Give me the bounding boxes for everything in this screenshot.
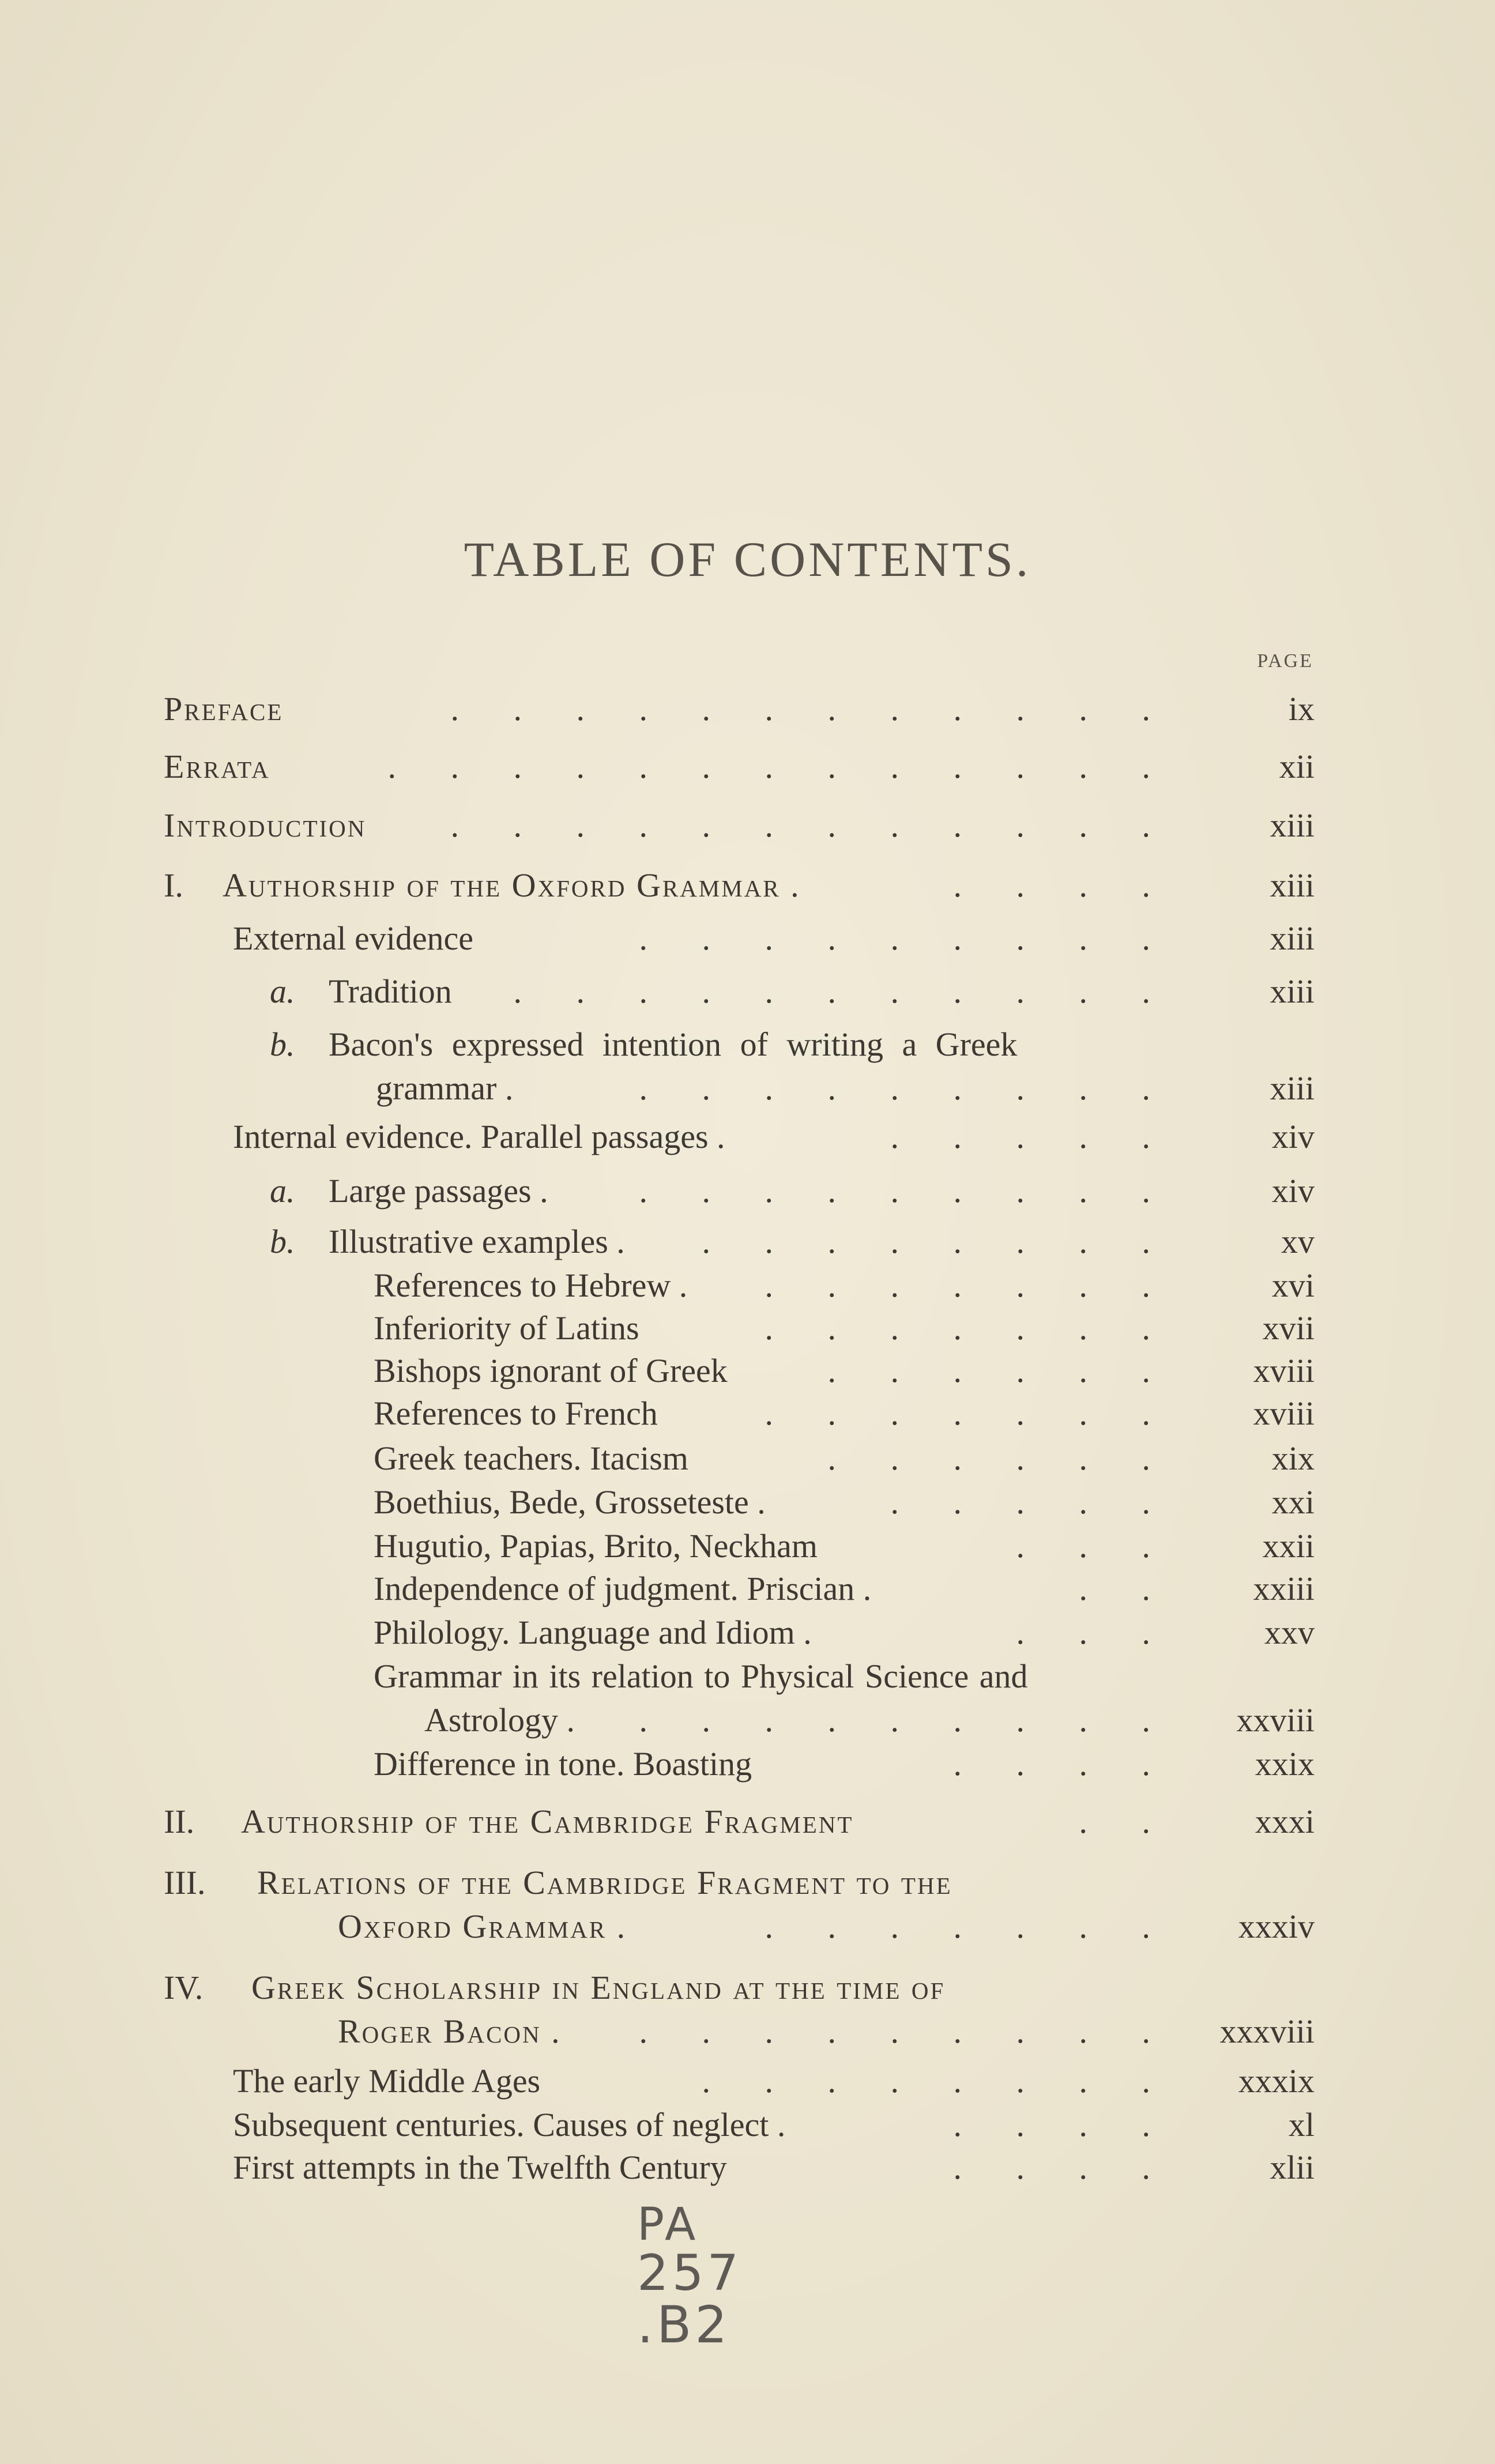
leader-dots: . . . . . . . . .: [639, 920, 1173, 957]
toc-entry-label: Subsequent centuries. Causes of neglect .: [233, 2106, 786, 2143]
toc-page-number: xlii: [1270, 2149, 1315, 2186]
toc-entry-greek-teachers[interactable]: [0, 1436, 1495, 1482]
toc-entry-label: Greek Scholarship in England at the time of: [251, 1969, 946, 2006]
leader-dots: . . . . . . . . .: [639, 1701, 1173, 1739]
leader-dots: . . . . . . . . . . . .: [450, 807, 1173, 844]
toc-entry-errata[interactable]: [0, 744, 1495, 790]
toc-entry-label: External evidence: [233, 920, 474, 957]
toc-entry-section-iv[interactable]: [0, 1965, 1495, 2011]
toc-page-number: xiii: [1270, 866, 1315, 904]
leader-dots: . . . . . . .: [765, 1395, 1173, 1432]
toc-entry-label: Introduction: [164, 807, 367, 844]
toc-entry-label: Authorship of the Oxford Grammar .: [223, 866, 801, 904]
toc-entry-roger-bacon[interactable]: [0, 2009, 1495, 2055]
leader-dots: . . . .: [953, 2106, 1173, 2143]
page-column-header: PAGE: [1257, 650, 1313, 672]
toc-page-number: xxix: [1255, 1745, 1315, 1783]
page-title: TABLE OF CONTENTS.: [464, 532, 1031, 587]
toc-entry-label: Boethius, Bede, Grosseteste .: [374, 1483, 766, 1521]
toc-entry-label: Bishops ignorant of Greek: [374, 1352, 728, 1389]
toc-entry-label: Tradition: [329, 973, 452, 1010]
toc-page-number: xvi: [1271, 1267, 1315, 1304]
toc-entry-astrology[interactable]: [0, 1697, 1495, 1743]
leader-dots: . . . . . . . . .: [639, 1172, 1173, 1210]
toc-entry-label: Bacon's expressed intention of writing a Greek: [329, 1026, 1018, 1063]
toc-page-number: xxxviii: [1219, 2013, 1315, 2050]
toc-entry-label: References to French: [374, 1395, 658, 1432]
toc-page-number: xiv: [1271, 1172, 1315, 1210]
toc-entry-label: Errata: [164, 748, 270, 785]
toc-entry-bacon-intention[interactable]: [0, 1022, 1495, 1068]
toc-entry-difference-tone[interactable]: [0, 1741, 1495, 1787]
leader-dots: . . . . . . .: [765, 1267, 1173, 1304]
toc-entry-hugutio[interactable]: [0, 1523, 1495, 1569]
toc-entry-label: Internal evidence. Parallel passages .: [233, 1118, 725, 1155]
toc-entry-label: Illustrative examples .: [329, 1223, 625, 1260]
shelfmark-line: PA: [637, 2199, 699, 2251]
toc-entry-section-ii[interactable]: [0, 1799, 1495, 1845]
toc-page-number: xxii: [1262, 1527, 1315, 1565]
toc-entry-section-i[interactable]: [0, 862, 1495, 909]
toc-entry-external-evidence[interactable]: [0, 915, 1495, 962]
toc-entry-label: Hugutio, Papias, Brito, Neckham: [374, 1527, 818, 1565]
leader-dots: . . . . . .: [827, 1352, 1173, 1389]
toc-page-number: xxxi: [1255, 1803, 1315, 1840]
leader-dots: . . . . . . .: [765, 1908, 1173, 1945]
toc-entry-label: Large passages .: [329, 1172, 548, 1210]
toc-entry-label: Independence of judgment. Priscian .: [374, 1570, 872, 1607]
toc-page-number: xxviii: [1236, 1701, 1315, 1739]
leader-dots: . . . . .: [890, 1118, 1173, 1155]
leader-dots: . . .: [1016, 1614, 1173, 1651]
toc-entry-internal-evidence[interactable]: [0, 1114, 1495, 1160]
leader-dots: . . . .: [953, 2149, 1173, 2186]
toc-page-number: xiii: [1270, 920, 1315, 957]
item-marker: b.: [270, 1223, 295, 1260]
toc-page-number: xxxiv: [1238, 1908, 1315, 1945]
toc-entry-large-passages[interactable]: [0, 1168, 1495, 1214]
toc-page-number: xiii: [1270, 807, 1315, 844]
leader-dots: . . . . . . . . . . . . .: [387, 748, 1173, 785]
toc-page-number: xiii: [1270, 1069, 1315, 1107]
toc-page-number: xv: [1281, 1223, 1315, 1260]
toc-entry-independence[interactable]: [0, 1566, 1495, 1612]
toc-page-number: xviii: [1253, 1352, 1315, 1389]
section-number: III.: [164, 1864, 206, 1901]
toc-entry-subsequent-centuries[interactable]: [0, 2102, 1495, 2148]
toc-entry-boethius[interactable]: [0, 1479, 1495, 1525]
section-number: II.: [164, 1803, 195, 1840]
leader-dots: . . . . . . . .: [702, 1223, 1173, 1260]
toc-entry-section-iii[interactable]: [0, 1860, 1495, 1906]
toc-page-number: ix: [1288, 690, 1315, 728]
toc-entry-philology[interactable]: [0, 1610, 1495, 1656]
section-number: I.: [164, 866, 183, 904]
leader-dots: . . . . . . . . .: [639, 2013, 1173, 2050]
toc-entry-label: Relations of the Cambridge Fragment to the: [257, 1864, 952, 1901]
toc-entry-inferiority-latins[interactable]: [0, 1305, 1495, 1351]
toc-page-number: xxv: [1264, 1614, 1315, 1651]
toc-entry-references-hebrew[interactable]: [0, 1263, 1495, 1309]
toc-entry-label: The early Middle Ages: [233, 2062, 541, 2100]
leader-dots: . . . . . .: [827, 1440, 1173, 1477]
toc-page-number: xxxix: [1238, 2062, 1315, 2100]
toc-page-number: xii: [1279, 748, 1315, 785]
leader-dots: . . . .: [953, 1745, 1173, 1783]
leader-dots: . . .: [1016, 1527, 1173, 1565]
toc-entry-illustrative-examples[interactable]: [0, 1219, 1495, 1265]
toc-entry-label: Authorship of the Cambridge Fragment: [241, 1803, 854, 1840]
leader-dots: . . . . . . . .: [702, 2062, 1173, 2100]
toc-entry-label: Preface: [164, 690, 284, 728]
section-number: IV.: [164, 1969, 204, 2006]
toc-page-number: xix: [1271, 1440, 1315, 1477]
toc-page-number: xvii: [1262, 1309, 1315, 1347]
toc-entry-label: Astrology .: [424, 1701, 575, 1739]
leader-dots: . .: [1079, 1570, 1173, 1607]
toc-entry-introduction[interactable]: [0, 803, 1495, 849]
toc-entry-label: Greek teachers. Itacism: [374, 1440, 688, 1477]
toc-entry-label: grammar .: [376, 1069, 514, 1107]
shelfmark-line: .B2: [637, 2295, 731, 2354]
toc-entry-label: First attempts in the Twelfth Century: [233, 2149, 727, 2186]
toc-entry-early-middle-ages[interactable]: [0, 2058, 1495, 2104]
toc-entry-bishops[interactable]: [0, 1348, 1495, 1394]
shelfmark-line: 257: [637, 2244, 743, 2302]
leader-dots: . . . .: [953, 866, 1173, 904]
toc-entry-tradition[interactable]: [0, 969, 1495, 1015]
toc-entry-oxford-grammar[interactable]: [0, 1904, 1495, 1950]
leader-dots: . .: [1079, 1803, 1173, 1840]
toc-page-number: xl: [1288, 2106, 1315, 2143]
toc-page-number: xxi: [1271, 1483, 1315, 1521]
toc-entry-grammar-physical-science[interactable]: [0, 1653, 1495, 1700]
item-marker: a.: [270, 973, 295, 1010]
leader-dots: . . . . . . . . . . . .: [450, 690, 1173, 728]
toc-page-number: xiv: [1271, 1118, 1315, 1155]
toc-entry-first-attempts[interactable]: [0, 2145, 1495, 2191]
item-marker: b.: [270, 1026, 295, 1063]
toc-entry-label: References to Hebrew .: [374, 1267, 688, 1304]
toc-entry-label: Philology. Language and Idiom .: [374, 1614, 812, 1651]
toc-page-number: xxiii: [1253, 1570, 1315, 1607]
toc-entry-label: Difference in tone. Boasting: [374, 1745, 752, 1783]
leader-dots: . . . . . . . . .: [639, 1069, 1173, 1107]
toc-entry-label: Grammar in its relation to Physical Science and: [374, 1657, 1028, 1695]
toc-entry-references-french[interactable]: [0, 1391, 1495, 1437]
toc-entry-label: Roger Bacon .: [338, 2013, 562, 2050]
leader-dots: . . . . . . .: [765, 1309, 1173, 1347]
toc-entry-preface[interactable]: [0, 686, 1495, 732]
leader-dots: . . . . .: [890, 1483, 1173, 1521]
item-marker: a.: [270, 1172, 295, 1210]
toc-entry-label: Inferiority of Latins: [374, 1309, 639, 1347]
toc-page-number: xviii: [1253, 1395, 1315, 1432]
toc-entry-label: Oxford Grammar .: [338, 1908, 627, 1945]
toc-entry-grammar[interactable]: [0, 1065, 1495, 1112]
leader-dots: . . . . . . . . . . .: [513, 973, 1173, 1010]
toc-page-number: xiii: [1270, 973, 1315, 1010]
